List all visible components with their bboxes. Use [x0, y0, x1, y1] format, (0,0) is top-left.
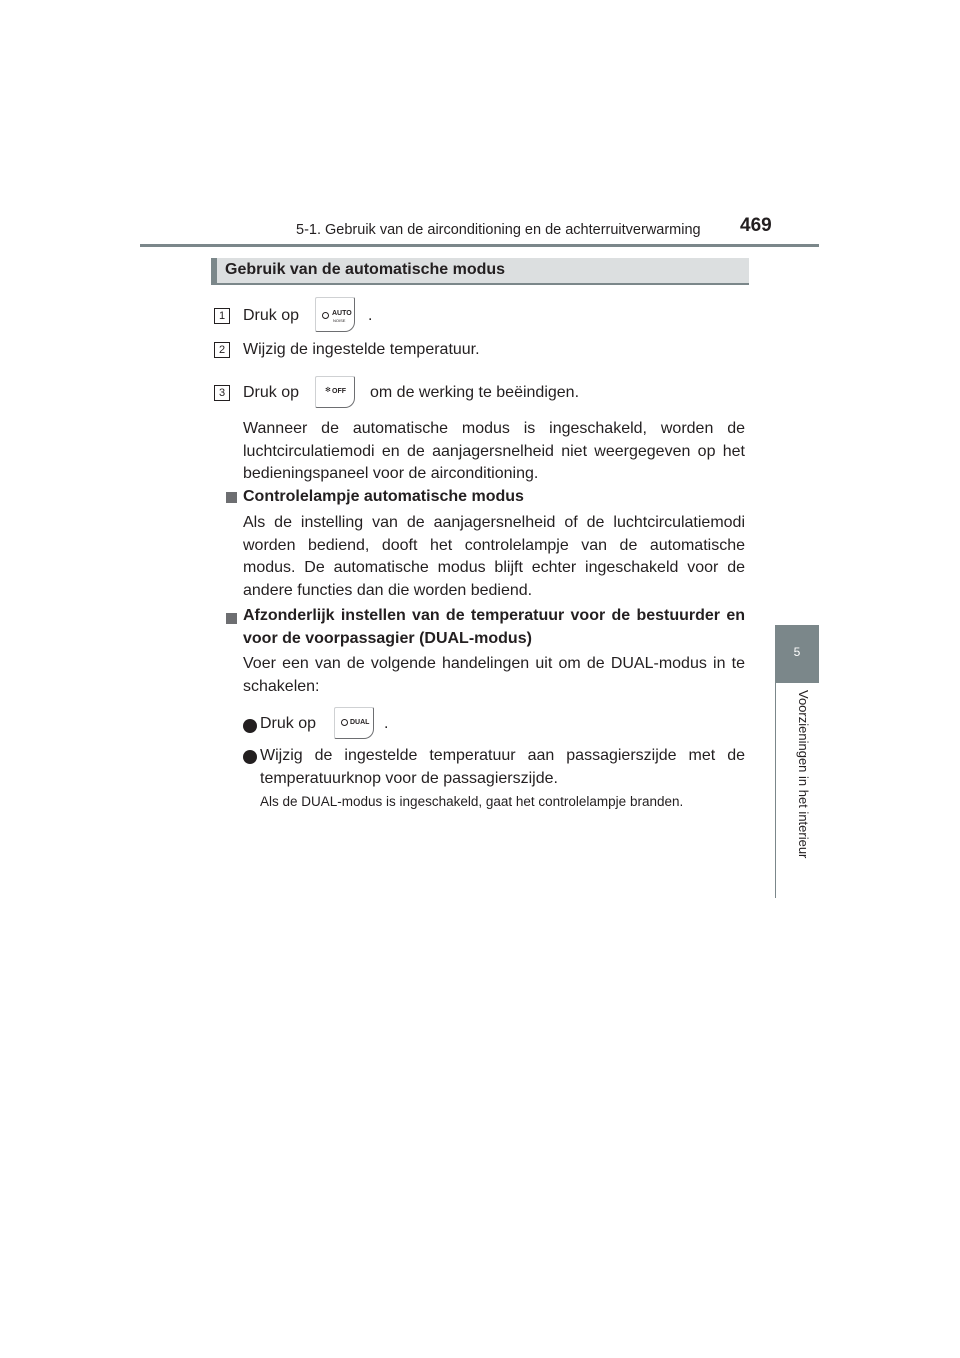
step-3-rest: om de werking te beëindigen.: [370, 384, 580, 401]
bullet-2-text: Wijzig de ingestelde temperatuur aan passagierszijde met de temperatuurknop voor de passagierszijde.: [260, 747, 745, 787]
chapter-side-label: Voorzieningen in het interieur: [796, 690, 811, 859]
indicator-paragraph: Als de instelling van de aanjagersnelheid of de luchtcirculatiemodi worden bediend, dooft het controlelampje van de automatische modus. De automatische modus blijft echter ingeschakeld voor de andere functies dan die worden bediend.: [243, 514, 745, 599]
off-button-icon: [315, 376, 355, 408]
auto-button-label: AUTO: [332, 310, 352, 317]
dual-mode-paragraph: Voer een van de volgende handelingen uit om de DUAL-modus in te schakelen:: [243, 655, 745, 695]
subheading-indicator: Controlelampje automatische modus: [243, 488, 524, 505]
fan-icon: ✻: [325, 387, 331, 394]
step-1-period: .: [368, 307, 373, 324]
page-number: 469: [740, 215, 772, 236]
dual-mode-note: Als de DUAL-modus is ingeschakeld, gaat het controlelampje branden.: [260, 794, 684, 809]
step-1-text: Druk op: [243, 307, 300, 324]
bullet-1-period: .: [384, 715, 389, 732]
header-rule: [140, 244, 819, 247]
dual-button-label: DUAL: [350, 719, 370, 726]
subheading-dual-mode: Afzonderlijk instellen van de temperatuur voor de bestuurder en voor de voorpassagier (DUAL-modus): [243, 607, 745, 647]
section-heading-bar: [211, 258, 749, 285]
intro-paragraph: Wanneer de automatische modus is ingeschakeld, worden de luchtcirculatiemodi en de aanjagersnelheid niet weergegeven op het bedieningspaneel voor de airconditioning.: [243, 420, 745, 482]
dual-button-icon: [334, 707, 374, 739]
step-3-text: Druk op: [243, 384, 300, 401]
auto-indicator-led: [322, 312, 329, 319]
round-bullet: [243, 750, 257, 764]
auto-button-sublabel: NOISE: [333, 318, 346, 323]
section-title: Gebruik van de automatische modus: [225, 261, 506, 278]
step-number-3: 3: [214, 385, 230, 401]
side-tab-divider: [775, 683, 776, 898]
dual-indicator-led: [341, 719, 348, 726]
chapter-number: 5: [793, 645, 801, 659]
round-bullet: [243, 719, 257, 733]
step-2-text: Wijzig de ingestelde temperatuur.: [243, 341, 480, 358]
chapter-header-title: 5-1. Gebruik van de airconditioning en de achterruitverwarming: [296, 222, 701, 238]
section-heading-accent: [211, 258, 217, 283]
off-button-label: OFF: [332, 388, 346, 395]
auto-button-icon: [315, 297, 355, 332]
step-number-1: 1: [214, 308, 230, 324]
square-bullet: [226, 613, 237, 624]
step-number-2: 2: [214, 342, 230, 358]
bullet-1-text: Druk op: [260, 715, 317, 732]
square-bullet: [226, 492, 237, 503]
chapter-side-tab: [775, 625, 819, 683]
